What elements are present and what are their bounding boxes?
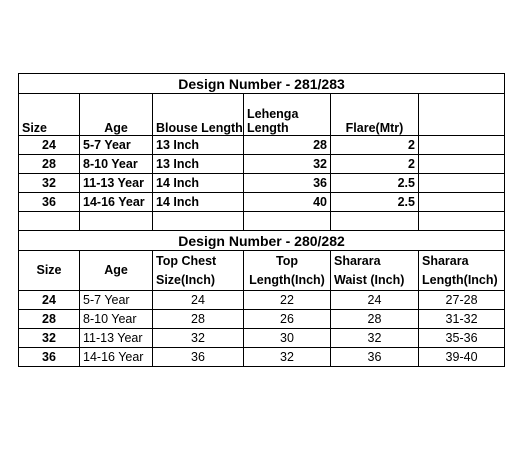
column-header-line: Size — [36, 263, 62, 277]
table-cell: 36 — [19, 193, 80, 212]
table-cell: 13 Inch — [153, 136, 244, 155]
column-header — [80, 94, 153, 136]
table-row — [19, 193, 505, 212]
table-cell: 11-13 Year — [80, 329, 153, 348]
table-cell — [419, 174, 505, 193]
column-header — [153, 251, 244, 291]
table-cell: 24 — [19, 291, 80, 310]
column-header-line: Size — [22, 121, 48, 135]
column-header-line: Length — [247, 121, 289, 135]
table-row — [19, 291, 505, 310]
table-cell: 30 — [244, 329, 331, 348]
table-cell — [419, 193, 505, 212]
table-row — [19, 310, 505, 329]
table-cell: 32 — [153, 329, 244, 348]
table-cell: 24 — [153, 291, 244, 310]
table-cell: 32 — [244, 348, 331, 367]
column-header — [419, 251, 505, 291]
table-cell: 39-40 — [419, 348, 505, 367]
table-cell: 2.5 — [331, 174, 419, 193]
column-header-line: Lehenga — [247, 107, 299, 121]
table-cell: 36 — [331, 348, 419, 367]
column-header-line: Length(Inch) — [249, 272, 325, 287]
table-cell: 11-13 Year — [80, 174, 153, 193]
spacer-row — [19, 212, 505, 231]
table-cell: 14-16 Year — [80, 193, 153, 212]
table-cell: 40 — [244, 193, 331, 212]
column-header — [331, 251, 419, 291]
table-cell: 36 — [19, 348, 80, 367]
table-cell: 28 — [331, 310, 419, 329]
table-cell: 8-10 Year — [80, 310, 153, 329]
column-header — [19, 94, 80, 136]
table-title: Design Number - 281/283 — [19, 74, 505, 94]
header-row — [19, 94, 505, 136]
column-header — [153, 94, 244, 136]
table-cell: 22 — [244, 291, 331, 310]
table-cell: 2 — [331, 155, 419, 174]
table-cell: 28 — [19, 155, 80, 174]
column-header-line: Flare(Mtr) — [345, 121, 404, 135]
table-cell: 5-7 Year — [80, 291, 153, 310]
table-title: Design Number - 280/282 — [19, 231, 505, 251]
column-header-line: Size(Inch) — [156, 272, 216, 287]
column-header-line: Length(Inch) — [422, 272, 498, 287]
table-cell: 35-36 — [419, 329, 505, 348]
header-row — [19, 251, 505, 291]
table-cell: 2 — [331, 136, 419, 155]
table-cell: 14 Inch — [153, 193, 244, 212]
table-row — [19, 329, 505, 348]
column-header — [19, 251, 80, 291]
table-cell: 36 — [153, 348, 244, 367]
column-header — [244, 94, 331, 136]
column-header-line: Waist (Inch) — [334, 272, 405, 287]
column-header-line: Sharara — [422, 253, 469, 268]
column-header-line: Top Chest — [156, 253, 217, 268]
table-cell: 27-28 — [419, 291, 505, 310]
table-cell: 2.5 — [331, 193, 419, 212]
table-design-281-283 — [19, 74, 505, 231]
table-cell: 31-32 — [419, 310, 505, 329]
table-cell — [419, 155, 505, 174]
table-row — [19, 348, 505, 367]
table-design-280-282 — [19, 231, 505, 367]
table-cell: 13 Inch — [153, 155, 244, 174]
table-cell: 36 — [244, 174, 331, 193]
table-cell: 28 — [153, 310, 244, 329]
table-cell: 32 — [331, 329, 419, 348]
column-header-line: Age — [104, 263, 128, 277]
column-header — [331, 94, 419, 136]
table-cell: 28 — [19, 310, 80, 329]
table-cell: 14 Inch — [153, 174, 244, 193]
column-header — [244, 251, 331, 291]
table-row — [19, 155, 505, 174]
table-cell: 32 — [19, 329, 80, 348]
table-cell: 24 — [19, 136, 80, 155]
table-cell: 32 — [244, 155, 331, 174]
column-header-line: Top — [276, 253, 298, 268]
column-header — [419, 94, 505, 136]
table-cell: 28 — [244, 136, 331, 155]
table-cell: 14-16 Year — [80, 348, 153, 367]
table-cell: 32 — [19, 174, 80, 193]
table-row — [19, 174, 505, 193]
size-chart-sheet — [18, 73, 505, 367]
table-cell: 26 — [244, 310, 331, 329]
column-header-line — [422, 121, 501, 135]
column-header-line: Sharara — [334, 253, 381, 268]
column-header-line: Blouse Length — [156, 121, 243, 135]
column-header — [80, 251, 153, 291]
table-cell: 5-7 Year — [80, 136, 153, 155]
column-header-line: Age — [104, 121, 128, 135]
table-cell: 8-10 Year — [80, 155, 153, 174]
table-row — [19, 136, 505, 155]
table-cell — [419, 136, 505, 155]
table-cell: 24 — [331, 291, 419, 310]
